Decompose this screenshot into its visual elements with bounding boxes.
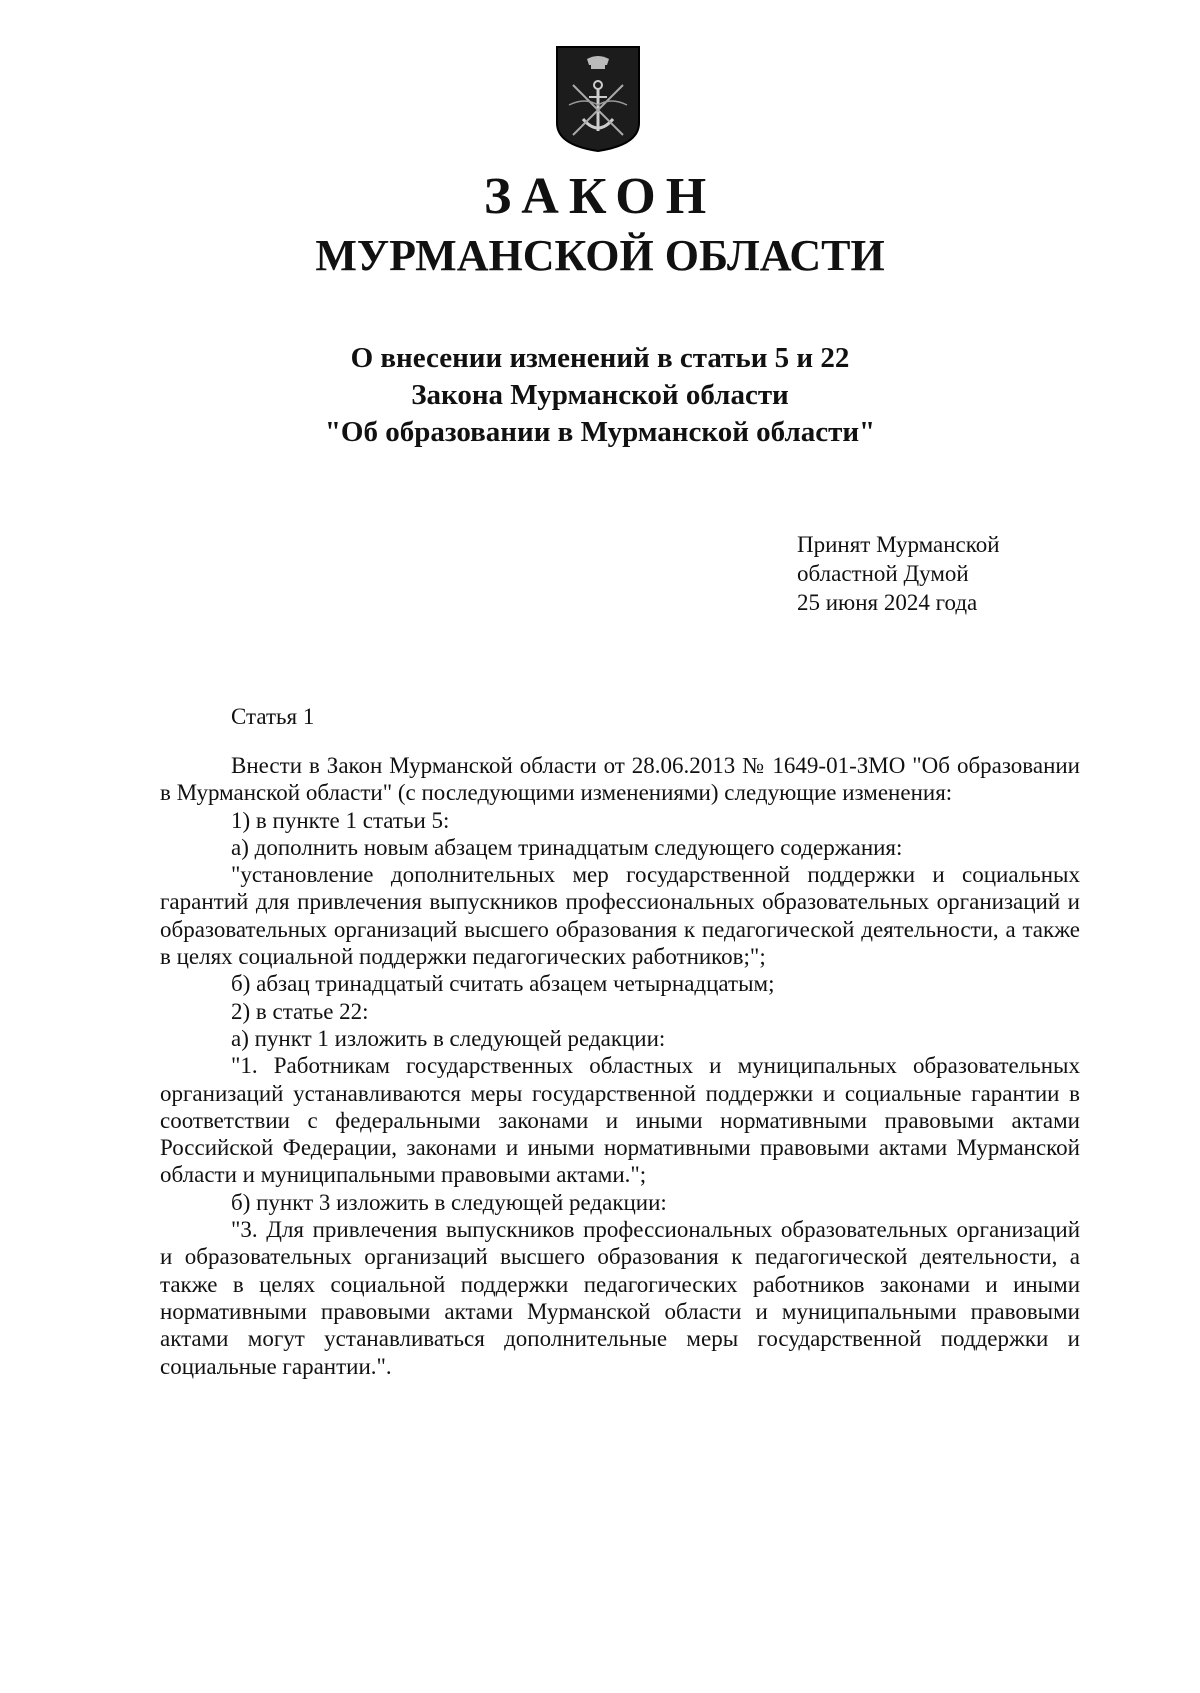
law-title: ЗАКОН <box>483 168 717 225</box>
paragraph: 1) в пункте 1 статьи 5: <box>231 807 450 833</box>
heading-line: Закона Мурманской области <box>411 379 789 411</box>
heading-line: О внесении изменений в статьи 5 и 22 <box>350 342 850 374</box>
paragraph: Внести в Закон Мурманской области от 28.06.2013 № 1649-01-ЗМО "Об образовании в Мурманской области" (с последующими изменениями) следующие изменения: <box>160 753 1080 806</box>
article-title: Статья 1 <box>231 704 315 729</box>
adoption-note <box>797 530 1000 617</box>
paragraph: "1. Работникам государственных областных и муниципальных образовательных организаций устанавливаются меры государственной поддержки и социальные гарантии в соответствии с федеральными законами и иными нормативными правовыми актами Российской Федерации, законами и иными нормативными правовыми актами Мурманской области и муниципальными правовыми актами."; <box>160 1053 1080 1188</box>
paragraph: б) абзац тринадцатый считать абзацем четырнадцатым; <box>231 971 775 997</box>
adoption-line: Принят Мурманской <box>797 532 1000 557</box>
paragraph: "установление дополнительных мер государственной поддержки и социальных гарантий для привлечения выпускников профессиональных образовательных организаций и образовательных организаций высшего образования к педагогической деятельности, а также в целях социальной поддержки педагогических работников;"; <box>160 862 1080 970</box>
adoption-date: 25 июня 2024 года <box>797 590 978 615</box>
paragraph: б) пункт 3 изложить в следующей редакции: <box>231 1189 667 1215</box>
law-heading <box>0 340 1200 451</box>
coat-of-arms-icon <box>555 45 641 153</box>
paragraph: а) пункт 1 изложить в следующей редакции: <box>231 1025 666 1051</box>
paragraph: "3. Для привлечения выпускников профессиональных образовательных организаций и образовательных организаций высшего образования к педагогической деятельности, а также в целях социальной поддержки педагогических работников законами и иными нормативными правовыми актами Мурманской области и муниципальными правовыми актами могут устанавливаться дополнительные меры государственной поддержки и социальные гарантии.". <box>160 1217 1080 1379</box>
article-body <box>160 752 1080 1380</box>
paragraph: 2) в статье 22: <box>231 998 369 1024</box>
region-title: МУРМАНСКОЙ ОБЛАСТИ <box>315 231 885 280</box>
heading-line: "Об образовании в Мурманской области" <box>324 416 876 448</box>
paragraph: а) дополнить новым абзацем тринадцатым следующего содержания: <box>231 834 903 860</box>
adoption-line: областной Думой <box>797 561 969 586</box>
